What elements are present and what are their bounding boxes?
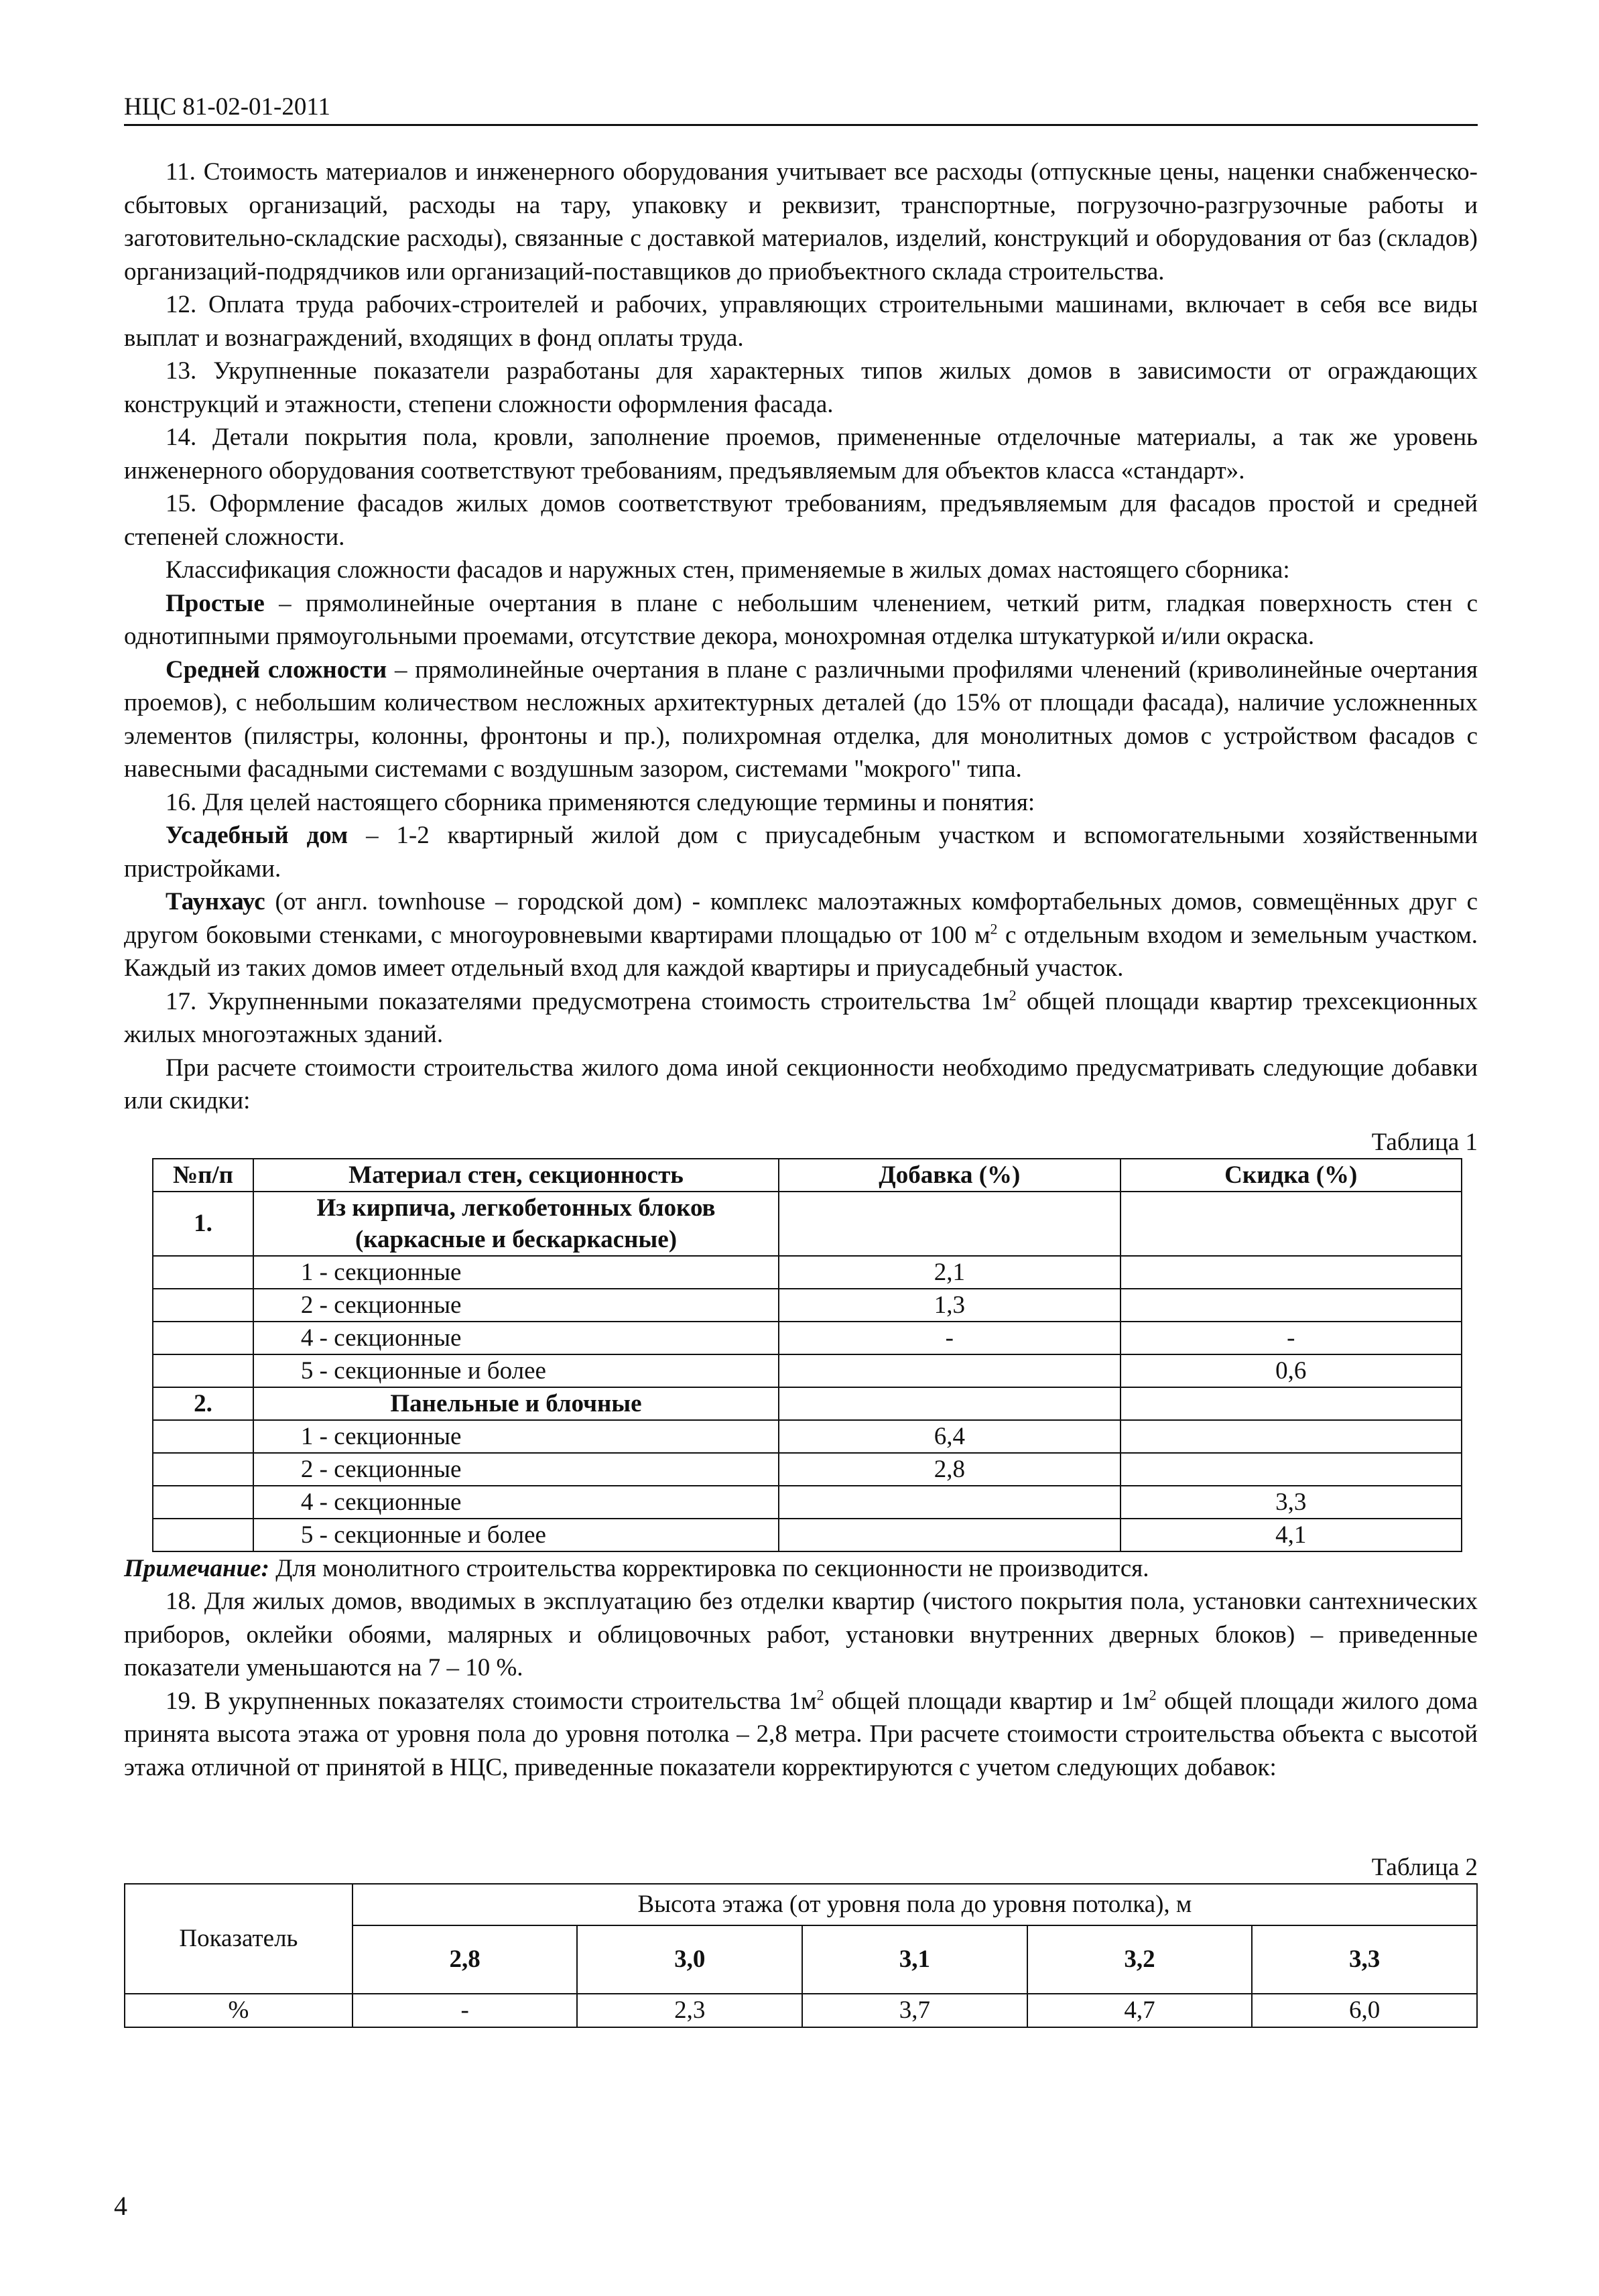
definition-usadebny-text: – 1-2 квартирный жилой дом с приусадебным участком и вспомогательными хозяйственными пристройками. <box>124 822 1478 883</box>
note-label: Примечание: <box>124 1554 269 1582</box>
height-header: 3,0 <box>577 1925 802 1994</box>
table-1-caption: Таблица 1 <box>1371 1128 1478 1156</box>
table-row <box>153 1420 1462 1453</box>
discount-value <box>1121 1453 1462 1486</box>
table-2-values-row <box>125 1994 1477 2027</box>
height-header: 3,3 <box>1252 1925 1477 1994</box>
term-usadebny: Усадебный дом <box>166 822 348 849</box>
definition-townhouse-text-a: (от англ. townhouse – городской дом) - комплекс малоэтажных комфортабельных домов, совмещённых друг с другом боковыми стенками, с многоуровневыми квартирами площадью от 100 м <box>124 888 1478 949</box>
superscript: 2 <box>1149 1686 1157 1704</box>
superscript: 2 <box>990 920 998 938</box>
paragraph-16: 16. Для целей настоящего сборника применяются следующие термины и понятия: <box>166 788 1035 816</box>
row-name: 2 - секционные <box>253 1453 779 1486</box>
percent-value: 4,7 <box>1027 1994 1253 2027</box>
paragraph-12: 12. Оплата труда рабочих-строителей и рабочих, управляющих строительными машинами, включает в себя все виды выплат и вознаграждений, входящих в фонд оплаты труда. <box>124 291 1478 352</box>
discount-value <box>1121 1289 1462 1322</box>
paragraph-19-text-a: 19. В укрупненных показателях стоимости строительства 1м <box>166 1687 817 1715</box>
discount-value: 3,3 <box>1121 1486 1462 1519</box>
row-name: 4 - секционные <box>253 1486 779 1519</box>
table-row <box>153 1289 1462 1322</box>
note-text: Для монолитного строительства корректировка по секционности не производится. <box>269 1554 1149 1582</box>
group-title: Из кирпича, легкобетонных блоков (каркасные и бескаркасные) <box>253 1192 779 1256</box>
table-2-header-row <box>125 1884 1477 1925</box>
row-name: 1 - секционные <box>253 1420 779 1453</box>
table-1-header-cell: Материал стен, секционность <box>253 1159 779 1192</box>
definition-medium-text: – прямолинейные очертания в плане с различными профилями членений (криволинейные очертания проемов), с небольшим количеством несложных архитектурных деталей (до 15% от площади фасада), наличие усложненных элементов (пилястры, колонны, фронтоны и пр.), полихромная отделка, для монолитных домов с устройством фасадов с навесными фасадными системами с воздушным зазором, системами "мокрого" типа. <box>124 655 1478 783</box>
paragraph-17-continuation: При расчете стоимости строительства жилого дома иной секционности необходимо предусматривать следующие добавки или скидки: <box>124 1054 1478 1114</box>
percent-value: 2,3 <box>577 1994 802 2027</box>
paragraph-19-text-b: общей площади квартир и 1м <box>824 1687 1149 1715</box>
add-value: - <box>779 1322 1120 1354</box>
paragraph-11: 11. Стоимость материалов и инженерного оборудования учитывает все расходы (отпускные цены, наценки снабженческо-сбытовых организаций, расходы на тару, упаковку и реквизит, транспортные, погрузочно-разгрузочные работы и заготовительно-складские расходы), связанные с доставкой материалов, изделий, конструкций и оборудования от баз (складов) организаций-подрядчиков или организаций-поставщиков до приобъектного склада строительства. <box>124 158 1478 285</box>
add-value <box>779 1354 1120 1387</box>
empty-cell <box>779 1387 1120 1420</box>
discount-value <box>1121 1256 1462 1289</box>
paragraph-15-classification: Классификация сложности фасадов и наружных стен, применяемые в жилых домах настоящего сборника: <box>166 556 1290 584</box>
row-name: 5 - секционные и более <box>253 1519 779 1551</box>
add-value: 2,1 <box>779 1256 1120 1289</box>
term-townhouse: Таунхаус <box>166 888 265 915</box>
empty-cell <box>1121 1387 1462 1420</box>
empty-cell <box>1121 1192 1462 1256</box>
empty-cell <box>153 1354 253 1387</box>
table-1-header-cell: Скидка (%) <box>1121 1159 1462 1192</box>
table-row <box>153 1322 1462 1354</box>
empty-cell <box>153 1519 253 1551</box>
empty-cell <box>153 1453 253 1486</box>
table-2-indicator-header: Показатель <box>125 1884 353 1994</box>
table-row <box>153 1486 1462 1519</box>
percent-value: - <box>353 1994 578 2027</box>
superscript: 2 <box>816 1686 824 1704</box>
term-medium: Средней сложности <box>166 655 387 684</box>
paragraph-19-text-c: общей площади жилого дома принята высота этажа от уровня пола до уровня потолка – 2,8 метра. При расчете стоимости строительства объекта с высотой этажа отличной от принятой в НЦС, приведенные показатели корректируются с учетом следующих добавок: <box>124 1687 1478 1781</box>
empty-cell <box>153 1289 253 1322</box>
group-number: 1. <box>153 1192 253 1256</box>
percent-value: 3,7 <box>802 1994 1027 2027</box>
page-content <box>124 155 1478 2028</box>
empty-cell <box>153 1322 253 1354</box>
row-name: 4 - секционные <box>253 1322 779 1354</box>
add-value: 6,4 <box>779 1420 1120 1453</box>
paragraph-15: 15. Оформление фасадов жилых домов соответствуют требованиям, предъявляемым для фасадов простой и средней степеней сложности. <box>124 490 1478 551</box>
add-value <box>779 1486 1120 1519</box>
discount-value <box>1121 1420 1462 1453</box>
table-1-group-row <box>153 1192 1462 1256</box>
row-label: % <box>125 1994 353 2027</box>
height-header: 3,1 <box>802 1925 1027 1994</box>
add-value: 2,8 <box>779 1453 1120 1486</box>
table-1-group-row <box>153 1387 1462 1420</box>
paragraph-14: 14. Детали покрытия пола, кровли, заполнение проемов, примененные отделочные материалы, а так же уровень инженерного оборудования соответствуют требованиям, предъявляемым для объектов класса «стандарт». <box>124 424 1478 485</box>
table-2-group-header: Высота этажа (от уровня пола до уровня потолка), м <box>353 1884 1477 1925</box>
empty-cell <box>779 1192 1120 1256</box>
definition-medium <box>124 653 1478 786</box>
table-1-header-cell: Добавка (%) <box>779 1159 1120 1192</box>
table-1-header-row <box>153 1159 1462 1192</box>
paragraph-18: 18. Для жилых домов, вводимых в эксплуатацию без отделки квартир (чистого покрытия пола, установки сантехнических приборов, оклейки обоями, малярных и облицовочных работ, установки внутренних дверных блоков) – приведенные показатели уменьшаются на 7 – 10 %. <box>124 1588 1478 1681</box>
add-value: 1,3 <box>779 1289 1120 1322</box>
table-1-note <box>124 1552 1478 1586</box>
add-value <box>779 1519 1120 1551</box>
table-row <box>153 1453 1462 1486</box>
spacer <box>124 1784 1478 1843</box>
definition-simple-text: – прямолинейные очертания в плане с небольшим членением, четкий ритм, гладкая поверхность стен с однотипными прямоугольными проемами, отсутствие декора, монохромная отделка штукатуркой и/или окраска. <box>124 589 1478 650</box>
document-header: НЦС 81-02-01-2011 <box>124 92 1478 126</box>
definition-townhouse <box>124 885 1478 985</box>
term-simple: Простые <box>166 589 265 617</box>
page-number: 4 <box>114 2191 127 2221</box>
table-row <box>153 1354 1462 1387</box>
empty-cell <box>153 1486 253 1519</box>
height-header: 3,2 <box>1027 1925 1253 1994</box>
group-title: Панельные и блочные <box>253 1387 779 1420</box>
discount-value: - <box>1121 1322 1462 1354</box>
empty-cell <box>153 1420 253 1453</box>
group-number: 2. <box>153 1387 253 1420</box>
discount-value: 4,1 <box>1121 1519 1462 1551</box>
discount-value: 0,6 <box>1121 1354 1462 1387</box>
paragraph-17-text-a: 17. Укрупненными показателями предусмотрена стоимость строительства 1м <box>166 987 1009 1015</box>
height-header: 2,8 <box>353 1925 578 1994</box>
row-name: 5 - секционные и более <box>253 1354 779 1387</box>
row-name: 2 - секционные <box>253 1289 779 1322</box>
row-name: 1 - секционные <box>253 1256 779 1289</box>
table-2-caption: Таблица 2 <box>1371 1854 1478 1881</box>
definition-townhouse-text-b: с отдельным входом и земельным участком. Каждый из таких домов имеет отдельный вход для каждой квартиры и приусадебный участок. <box>124 921 1478 982</box>
definition-simple <box>124 587 1478 653</box>
table-1 <box>152 1158 1462 1552</box>
table-row <box>153 1519 1462 1551</box>
table-2 <box>124 1883 1478 2028</box>
table-1-header-cell: №п/п <box>153 1159 253 1192</box>
empty-cell <box>153 1256 253 1289</box>
paragraph-17 <box>124 985 1478 1051</box>
superscript: 2 <box>1009 986 1017 1004</box>
paragraph-13: 13. Укрупненные показатели разработаны для характерных типов жилых домов в зависимости от ограждающих конструкций и этажности, степени сложности оформления фасада. <box>124 357 1478 418</box>
percent-value: 6,0 <box>1252 1994 1477 2027</box>
table-row <box>153 1256 1462 1289</box>
definition-usadebny <box>124 819 1478 885</box>
paragraph-17-text-b: общей площади квартир трехсекционных жилых многоэтажных зданий. <box>124 987 1478 1048</box>
paragraph-19 <box>124 1685 1478 1785</box>
